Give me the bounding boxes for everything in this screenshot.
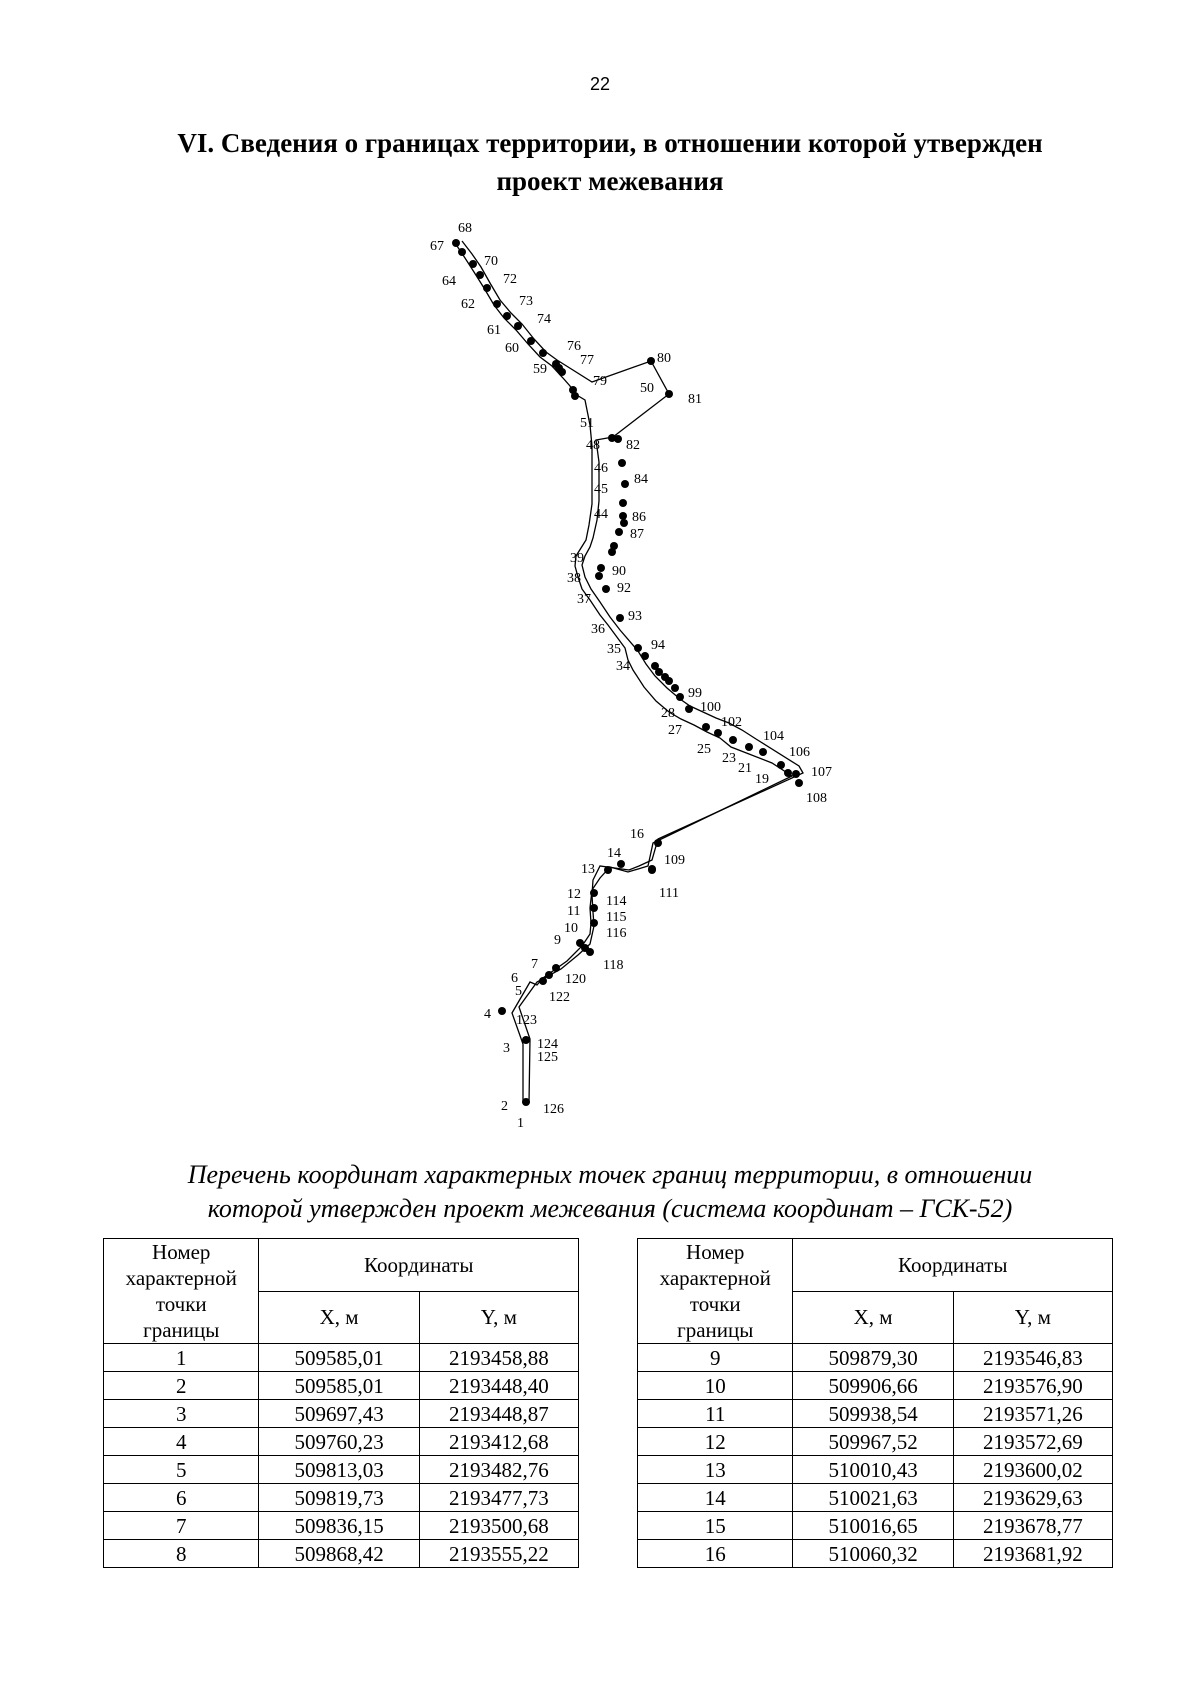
y-coordinate-cell: 2193600,02 xyxy=(953,1456,1112,1484)
boundary-point xyxy=(493,300,501,308)
table-row xyxy=(638,1540,1113,1568)
point-number-cell: 12 xyxy=(638,1428,793,1456)
point-label: 36 xyxy=(591,622,605,637)
table-row xyxy=(104,1428,579,1456)
boundary-point xyxy=(590,904,598,912)
point-label: 79 xyxy=(593,374,607,389)
table-body xyxy=(638,1344,1113,1568)
point-label: 50 xyxy=(640,381,654,396)
point-label: 114 xyxy=(606,894,627,909)
y-coordinate-cell: 2193448,87 xyxy=(419,1400,578,1428)
point-number-cell: 14 xyxy=(638,1484,793,1512)
boundary-point xyxy=(539,977,547,985)
table-row xyxy=(638,1512,1113,1540)
y-coordinate-cell: 2193448,40 xyxy=(419,1372,578,1400)
boundary-point xyxy=(676,693,684,701)
point-label: 77 xyxy=(580,353,594,368)
boundary-point xyxy=(597,564,605,572)
point-label: 72 xyxy=(503,272,517,287)
boundary-point xyxy=(452,239,460,247)
point-label: 92 xyxy=(617,581,631,596)
table-header-row xyxy=(638,1239,1113,1292)
point-number-cell: 10 xyxy=(638,1372,793,1400)
point-label: 12 xyxy=(567,887,581,902)
table-row xyxy=(638,1344,1113,1372)
boundary-point xyxy=(522,1098,530,1106)
y-coordinate-cell: 2193482,76 xyxy=(419,1456,578,1484)
point-label: 84 xyxy=(634,472,648,487)
table-row xyxy=(104,1484,579,1512)
number-header-line: Номер xyxy=(686,1240,745,1264)
coordinates-header: Координаты xyxy=(259,1239,579,1292)
point-number-cell: 7 xyxy=(104,1512,259,1540)
point-label: 4 xyxy=(484,1007,491,1022)
point-label: 35 xyxy=(607,642,621,657)
boundary-point xyxy=(483,284,491,292)
x-coordinate-cell: 509813,03 xyxy=(259,1456,419,1484)
point-label: 87 xyxy=(630,527,644,542)
point-label: 6 xyxy=(511,971,518,986)
x-coordinate-cell: 509967,52 xyxy=(793,1428,953,1456)
table-header-row xyxy=(104,1239,579,1292)
page-number: 22 xyxy=(589,74,611,94)
boundary-point xyxy=(745,743,753,751)
point-number-cell: 8 xyxy=(104,1540,259,1568)
point-label: 13 xyxy=(581,862,595,877)
y-coordinate-cell: 2193546,83 xyxy=(953,1344,1112,1372)
point-label: 9 xyxy=(554,933,561,948)
point-label: 27 xyxy=(668,723,682,738)
boundary-point xyxy=(665,677,673,685)
point-label: 107 xyxy=(811,765,832,780)
boundary-point xyxy=(522,1036,530,1044)
number-header-line: Номер xyxy=(152,1240,211,1264)
point-label: 25 xyxy=(697,742,711,757)
boundary-point xyxy=(527,337,535,345)
boundary-point xyxy=(604,866,612,874)
x-coordinate-cell: 509585,01 xyxy=(259,1372,419,1400)
point-label: 94 xyxy=(651,638,665,653)
boundary-point xyxy=(792,770,800,778)
point-label: 81 xyxy=(688,392,702,407)
number-header-line: характерной xyxy=(125,1266,237,1290)
section-heading-line-1: VI. Сведения о границах территории, в отношении которой утвержден xyxy=(177,128,1043,158)
coordinates-caption xyxy=(110,1158,1110,1226)
point-label: 5 xyxy=(515,984,522,999)
number-header-line: характерной xyxy=(659,1266,771,1290)
point-label: 104 xyxy=(763,729,784,744)
point-label: 1 xyxy=(517,1116,524,1131)
point-label: 99 xyxy=(688,686,702,701)
table-row xyxy=(638,1372,1113,1400)
boundary-point xyxy=(571,392,579,400)
point-label: 19 xyxy=(755,772,769,787)
y-coordinate-cell: 2193681,92 xyxy=(953,1540,1112,1568)
x-coordinate-cell: 509819,73 xyxy=(259,1484,419,1512)
x-coordinate-cell: 510021,63 xyxy=(793,1484,953,1512)
point-label: 2 xyxy=(501,1099,508,1114)
boundary-point xyxy=(590,919,598,927)
x-coordinate-cell: 509760,23 xyxy=(259,1428,419,1456)
point-label: 90 xyxy=(612,564,626,579)
point-label: 86 xyxy=(632,510,646,525)
point-label: 74 xyxy=(537,312,551,327)
boundary-point xyxy=(671,684,679,692)
point-label: 60 xyxy=(505,341,519,356)
point-label: 64 xyxy=(442,274,456,289)
point-number-cell: 6 xyxy=(104,1484,259,1512)
boundary-point xyxy=(702,723,710,731)
y-column-header: Y, м xyxy=(953,1291,1112,1344)
boundary-point xyxy=(558,368,566,376)
x-coordinate-cell: 509585,01 xyxy=(259,1344,419,1372)
point-label: 111 xyxy=(659,886,679,901)
point-number-cell: 4 xyxy=(104,1428,259,1456)
point-label: 124 xyxy=(537,1037,558,1052)
boundary-point xyxy=(648,866,656,874)
caption-line-1: Перечень координат характерных точек границ территории, в отношении xyxy=(187,1160,1033,1189)
point-label: 82 xyxy=(626,438,640,453)
number-header-line: границы xyxy=(143,1318,220,1342)
table-body xyxy=(104,1344,579,1568)
point-label: 106 xyxy=(789,745,810,760)
point-number-cell: 1 xyxy=(104,1344,259,1372)
point-label: 37 xyxy=(577,592,591,607)
point-label: 34 xyxy=(616,659,630,674)
point-number-cell: 11 xyxy=(638,1400,793,1428)
boundary-point xyxy=(784,769,792,777)
boundary-point xyxy=(514,322,522,330)
table-row xyxy=(104,1400,579,1428)
point-label: 16 xyxy=(630,827,644,842)
number-header-line: границы xyxy=(677,1318,754,1342)
x-coordinate-cell: 510010,43 xyxy=(793,1456,953,1484)
boundary-point xyxy=(617,860,625,868)
point-label: 80 xyxy=(657,351,671,366)
x-coordinate-cell: 509906,66 xyxy=(793,1372,953,1400)
boundary-point xyxy=(595,572,603,580)
coordinates-header: Координаты xyxy=(793,1239,1113,1292)
point-number-cell: 16 xyxy=(638,1540,793,1568)
point-label: 21 xyxy=(738,761,752,776)
number-header-line: точки xyxy=(689,1292,741,1316)
boundary-point xyxy=(620,519,628,527)
point-number-cell: 3 xyxy=(104,1400,259,1428)
point-number-cell: 13 xyxy=(638,1456,793,1484)
coordinates-table-right xyxy=(637,1238,1113,1568)
point-label: 122 xyxy=(549,990,570,1005)
boundary-point xyxy=(545,971,553,979)
point-label: 109 xyxy=(664,853,685,868)
point-label: 67 xyxy=(430,239,444,254)
boundary-point xyxy=(729,736,737,744)
caption-line-2: которой утвержден проект межевания (система координат – ГСК-52) xyxy=(207,1194,1013,1223)
point-label: 118 xyxy=(603,958,624,973)
point-labels xyxy=(430,221,832,1131)
boundary-point xyxy=(602,585,610,593)
boundary-point xyxy=(586,948,594,956)
point-label: 115 xyxy=(606,910,627,925)
boundary-point xyxy=(619,512,627,520)
point-label: 11 xyxy=(567,904,581,919)
boundary-point xyxy=(590,889,598,897)
point-label: 120 xyxy=(565,972,586,987)
boundary-point xyxy=(654,839,662,847)
boundary-point xyxy=(616,614,624,622)
boundary-point xyxy=(647,357,655,365)
point-label: 126 xyxy=(543,1102,564,1117)
x-coordinate-cell: 509879,30 xyxy=(793,1344,953,1372)
boundary-point xyxy=(759,748,767,756)
boundary-point xyxy=(469,260,477,268)
boundary-point xyxy=(503,312,511,320)
table-row xyxy=(104,1456,579,1484)
point-label: 14 xyxy=(607,846,621,861)
point-label: 102 xyxy=(721,715,742,730)
point-label: 39 xyxy=(570,551,584,566)
boundary-point xyxy=(552,964,560,972)
boundary-point xyxy=(614,435,622,443)
point-label: 125 xyxy=(537,1050,558,1065)
table-row xyxy=(104,1344,579,1372)
boundary-point xyxy=(685,705,693,713)
point-number-cell: 5 xyxy=(104,1456,259,1484)
y-column-header: Y, м xyxy=(419,1291,578,1344)
table-row xyxy=(104,1512,579,1540)
point-number-cell: 2 xyxy=(104,1372,259,1400)
boundary-point xyxy=(714,729,722,737)
y-coordinate-cell: 2193458,88 xyxy=(419,1344,578,1372)
y-coordinate-cell: 2193629,63 xyxy=(953,1484,1112,1512)
boundary-point xyxy=(641,652,649,660)
x-coordinate-cell: 509868,42 xyxy=(259,1540,419,1568)
y-coordinate-cell: 2193555,22 xyxy=(419,1540,578,1568)
boundary-point xyxy=(621,480,629,488)
boundary-point xyxy=(608,548,616,556)
boundary-point xyxy=(615,528,623,536)
point-label: 68 xyxy=(458,221,472,236)
point-label: 59 xyxy=(533,362,547,377)
point-label: 38 xyxy=(567,571,581,586)
point-label: 62 xyxy=(461,297,475,312)
table-row xyxy=(638,1400,1113,1428)
table-row xyxy=(638,1456,1113,1484)
boundary-point xyxy=(539,349,547,357)
boundary-point xyxy=(619,499,627,507)
coordinates-table-left xyxy=(103,1238,579,1568)
number-column-header xyxy=(104,1239,259,1344)
point-label: 10 xyxy=(564,921,578,936)
point-label: 51 xyxy=(580,416,594,431)
boundary-point xyxy=(476,271,484,279)
x-column-header: X, м xyxy=(793,1291,953,1344)
point-label: 44 xyxy=(594,507,608,522)
x-coordinate-cell: 509836,15 xyxy=(259,1512,419,1540)
y-coordinate-cell: 2193412,68 xyxy=(419,1428,578,1456)
point-label: 123 xyxy=(516,1013,537,1028)
point-label: 23 xyxy=(722,751,736,766)
boundary-point xyxy=(795,779,803,787)
x-coordinate-cell: 510016,65 xyxy=(793,1512,953,1540)
point-label: 76 xyxy=(567,339,581,354)
point-number-cell: 15 xyxy=(638,1512,793,1540)
boundary-point xyxy=(665,390,673,398)
table-row xyxy=(638,1428,1113,1456)
x-coordinate-cell: 509938,54 xyxy=(793,1400,953,1428)
point-label: 73 xyxy=(519,294,533,309)
number-column-header xyxy=(638,1239,793,1344)
point-label: 93 xyxy=(628,609,642,624)
point-label: 46 xyxy=(594,461,608,476)
table-row xyxy=(638,1484,1113,1512)
point-number-cell: 9 xyxy=(638,1344,793,1372)
y-coordinate-cell: 2193500,68 xyxy=(419,1512,578,1540)
boundary-point xyxy=(777,761,785,769)
table-row xyxy=(104,1540,579,1568)
point-label: 116 xyxy=(606,926,627,941)
x-column-header: X, м xyxy=(259,1291,419,1344)
number-header-line: точки xyxy=(155,1292,207,1316)
boundary-point xyxy=(634,644,642,652)
point-label: 108 xyxy=(806,791,827,806)
y-coordinate-cell: 2193678,77 xyxy=(953,1512,1112,1540)
point-label: 7 xyxy=(531,957,538,972)
boundary-point xyxy=(458,248,466,256)
x-coordinate-cell: 510060,32 xyxy=(793,1540,953,1568)
point-label: 28 xyxy=(661,706,675,721)
boundary-point xyxy=(498,1007,506,1015)
point-label: 100 xyxy=(700,700,721,715)
table-row xyxy=(104,1372,579,1400)
point-label: 48 xyxy=(586,438,600,453)
point-label: 61 xyxy=(487,323,501,338)
y-coordinate-cell: 2193576,90 xyxy=(953,1372,1112,1400)
section-heading-line-2: проект межевания xyxy=(496,166,724,196)
x-coordinate-cell: 509697,43 xyxy=(259,1400,419,1428)
point-label: 70 xyxy=(484,254,498,269)
point-label: 45 xyxy=(594,482,608,497)
y-coordinate-cell: 2193572,69 xyxy=(953,1428,1112,1456)
boundary-point xyxy=(618,459,626,467)
point-label: 3 xyxy=(503,1041,510,1056)
y-coordinate-cell: 2193477,73 xyxy=(419,1484,578,1512)
y-coordinate-cell: 2193571,26 xyxy=(953,1400,1112,1428)
